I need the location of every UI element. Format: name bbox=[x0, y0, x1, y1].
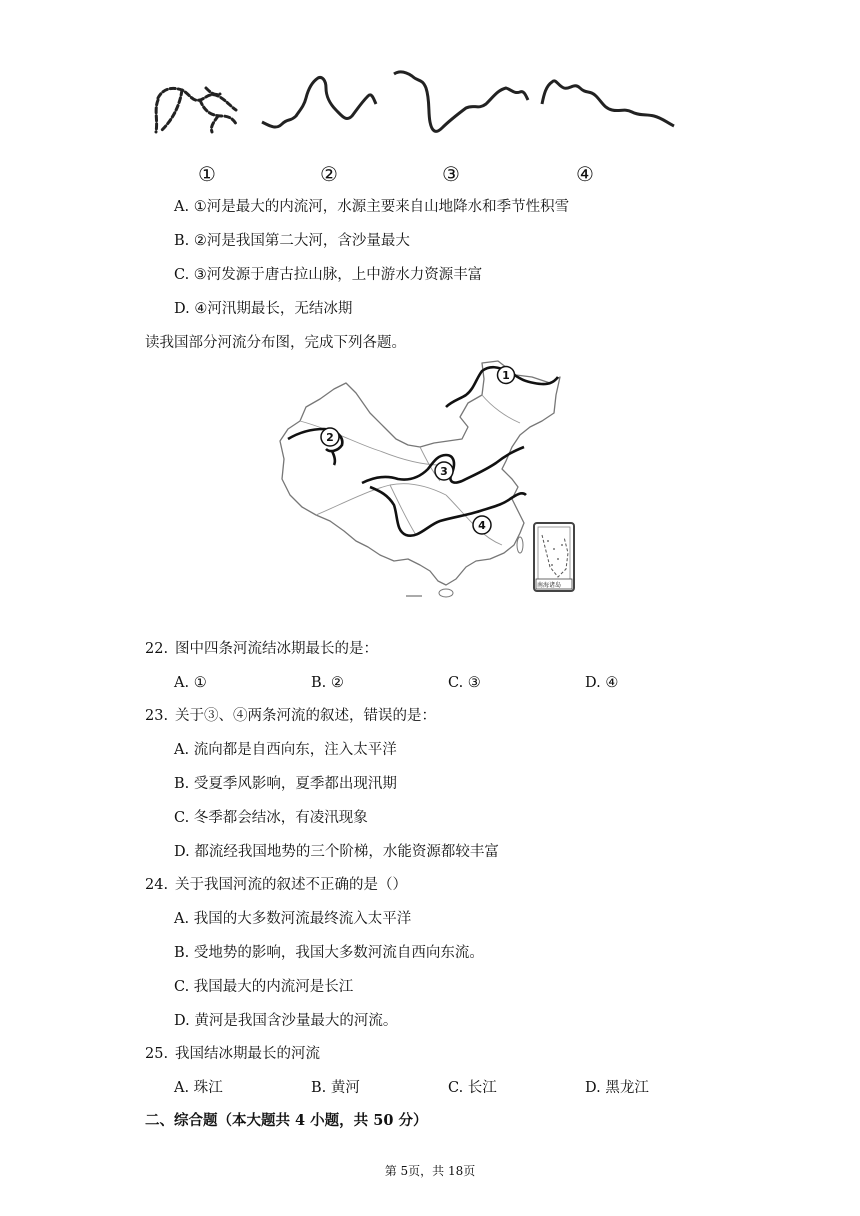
q21-option-c: C. ③河发源于唐古拉山脉，上中游水力资源丰富 bbox=[174, 267, 483, 283]
river-shape-2 bbox=[262, 77, 376, 127]
question-23-option-c: C. 冬季都会结冰，有凌汛现象 bbox=[174, 810, 368, 826]
map-marker-3-label: 3 bbox=[440, 465, 448, 478]
river-label-2: ② bbox=[320, 162, 338, 186]
question-25-number: 25. bbox=[145, 1046, 169, 1062]
taiwan-island bbox=[517, 537, 523, 553]
question-23-option-a: A. 流向都是自西向东，注入太平洋 bbox=[174, 742, 397, 758]
question-22-stem: 图中四条河流结冰期最长的是： bbox=[175, 641, 378, 657]
question-25 bbox=[145, 1044, 320, 1064]
question-22-option-b: B. ② bbox=[311, 675, 344, 691]
question-24-option-c: C. 我国最大的内流河是长江 bbox=[174, 979, 354, 995]
question-24-option-b: B. 受地势的影响，我国大多数河流自西向东流。 bbox=[174, 945, 484, 961]
question-22-option-d: D. ④ bbox=[585, 675, 619, 691]
china-river-map bbox=[270, 355, 590, 600]
map-marker-2-label: 2 bbox=[326, 431, 334, 444]
question-22-number: 22. bbox=[145, 641, 169, 657]
river-shape-4 bbox=[542, 81, 674, 126]
question-23-option-d: D. 都流经我国地势的三个阶梯，水能资源都较丰富 bbox=[174, 844, 499, 860]
question-25-option-a: A. 珠江 bbox=[174, 1080, 223, 1096]
section-2-heading: 二、综合题（本大题共 4 小题，共 50 分） bbox=[145, 1112, 428, 1129]
map-marker-1-label: 1 bbox=[502, 369, 510, 382]
q21-option-b: B. ②河是我国第二大河，含沙量最大 bbox=[174, 233, 410, 249]
question-23 bbox=[145, 706, 436, 726]
q21-option-d: D. ④河汛期最长，无结冰期 bbox=[174, 301, 353, 317]
question-22-options bbox=[174, 673, 722, 693]
question-24-number: 24. bbox=[145, 877, 169, 893]
river-shape-3 bbox=[394, 72, 528, 132]
question-24-option-d: D. 黄河是我国含沙量最大的河流。 bbox=[174, 1013, 398, 1029]
question-25-stem: 我国结冰期最长的河流 bbox=[175, 1046, 320, 1062]
hainan-island bbox=[439, 589, 453, 597]
question-24 bbox=[145, 875, 407, 895]
river-shapes-figure bbox=[140, 60, 690, 165]
intro-text: 读我国部分河流分布图，完成下列各题。 bbox=[145, 335, 406, 351]
river-label-4: ④ bbox=[576, 162, 594, 186]
question-22 bbox=[145, 639, 378, 659]
question-23-stem: 关于③、④两条河流的叙述，错误的是： bbox=[175, 708, 436, 724]
map-marker-4-label: 4 bbox=[478, 519, 486, 532]
question-23-option-b: B. 受夏季风影响，夏季都出现汛期 bbox=[174, 776, 397, 792]
river-label-1: ① bbox=[198, 162, 216, 186]
question-24-stem: 关于我国河流的叙述不正确的是（） bbox=[175, 877, 407, 893]
river-label-3: ③ bbox=[442, 162, 460, 186]
question-23-number: 23. bbox=[145, 708, 169, 724]
question-25-option-b: B. 黄河 bbox=[311, 1080, 360, 1096]
question-24-option-a: A. 我国的大多数河流最终流入太平洋 bbox=[174, 911, 412, 927]
inset-label: 南海诸岛 bbox=[537, 582, 562, 589]
page-footer: 第 5页，共 18页 bbox=[384, 1164, 476, 1178]
question-22-option-a: A. ① bbox=[174, 675, 207, 691]
question-22-option-c: C. ③ bbox=[448, 675, 481, 691]
question-25-option-d: D. 黑龙江 bbox=[585, 1080, 649, 1096]
question-25-option-c: C. 长江 bbox=[448, 1080, 497, 1096]
q21-option-a: A. ①河是最大的内流河，水源主要来自山地降水和季节性积雪 bbox=[174, 199, 570, 215]
question-25-options bbox=[174, 1078, 722, 1098]
river-shape-1 bbox=[156, 88, 236, 132]
